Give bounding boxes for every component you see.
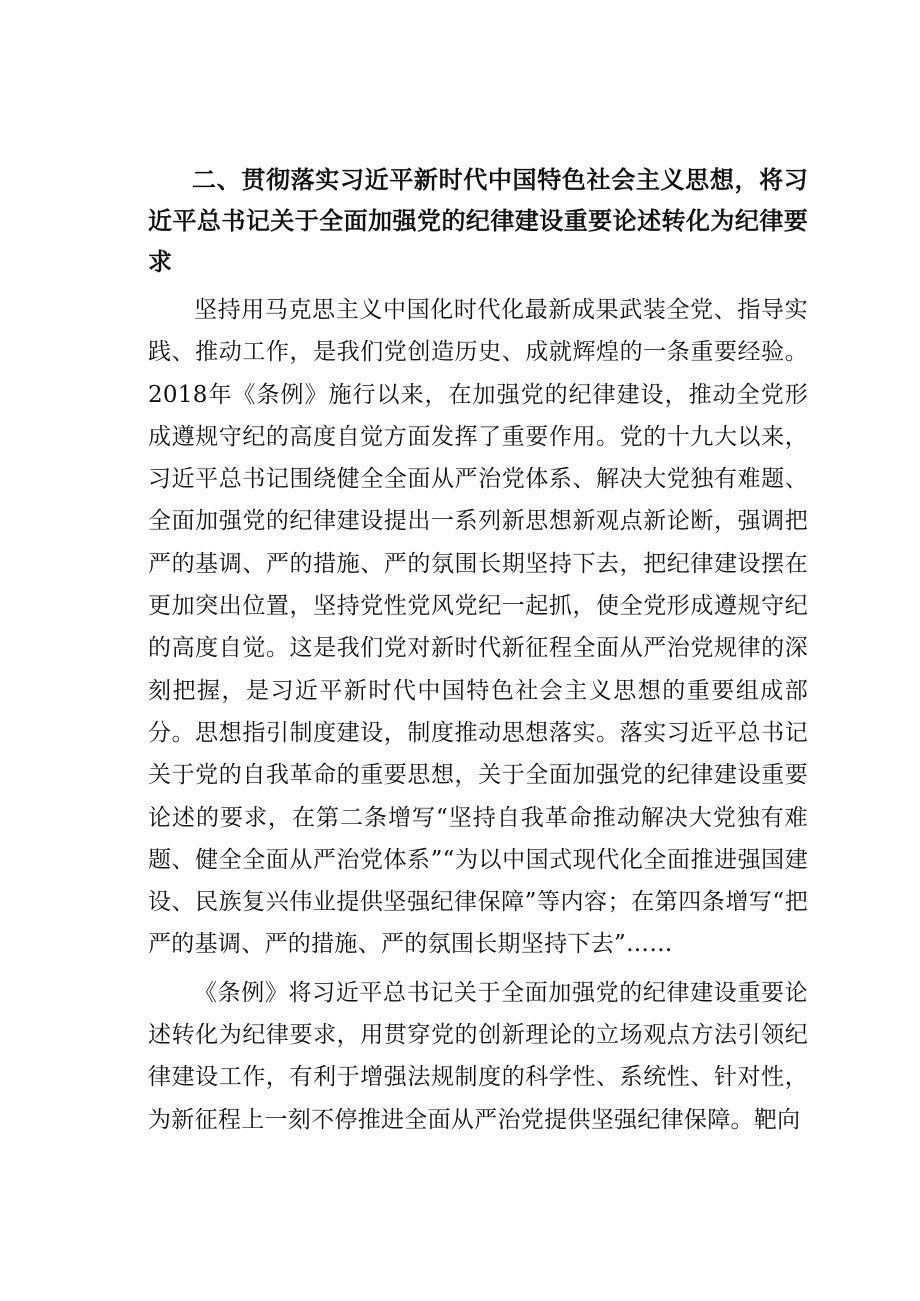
body-paragraph-1: 坚持用马克思主义中国化时代化最新成果武装全党、指导实践、推动工作，是我们党创造历史、成就辉煌的一条重要经验。2018年《条例》施行以来，在加强党的纪律建设，推动全党形成遵规守纪的高度自觉方面发挥了重要作用。党的十九大以来，习近平总书记围绕健全全面从严治党体系、解决大党独有难题、全面加强党的纪律建设提出一系列新思想新观点新论断，强调把严的基调、严的措施、严的氛围长期坚持下去，把纪律建设摆在更加突出位置，坚持党性党风党纪一起抓，使全党形成遵规守纪的高度自觉。这是我们党对新时代新征程全面从严治党规律的深刻把握，是习近平新时代中国特色社会主义思想的重要组成部分。思想指引制度建设，制度推动思想落实。落实习近平总书记关于党的自我革命的重要思想，关于全面加强党的纪律建设重要论述的要求，在第二条增写“坚持自我革命推动解决大党独有难题、健全全面从严治党体系”“为以中国式现代化全面推进强国建设、民族复兴伟业提供坚强纪律保障”等内容；在第四条增写“把严的基调、严的措施、严的氛围长期坚持下去”…… [148,297,808,958]
document-body [148,160,808,1141]
section-heading: 二、贯彻落实习近平新时代中国特色社会主义思想，将习近平总书记关于全面加强党的纪律建设重要论述转化为纪律要求 [148,166,808,276]
body-paragraph-2: 《条例》将习近平总书记关于全面加强党的纪律建设重要论述转化为纪律要求，用贯穿党的创新理论的立场观点方法引领纪律建设工作，有利于增强法规制度的科学性、系统性、针对性，为新征程上一刻不停推进全面从严治党提供坚强纪律保障。靶向 [148,979,808,1133]
